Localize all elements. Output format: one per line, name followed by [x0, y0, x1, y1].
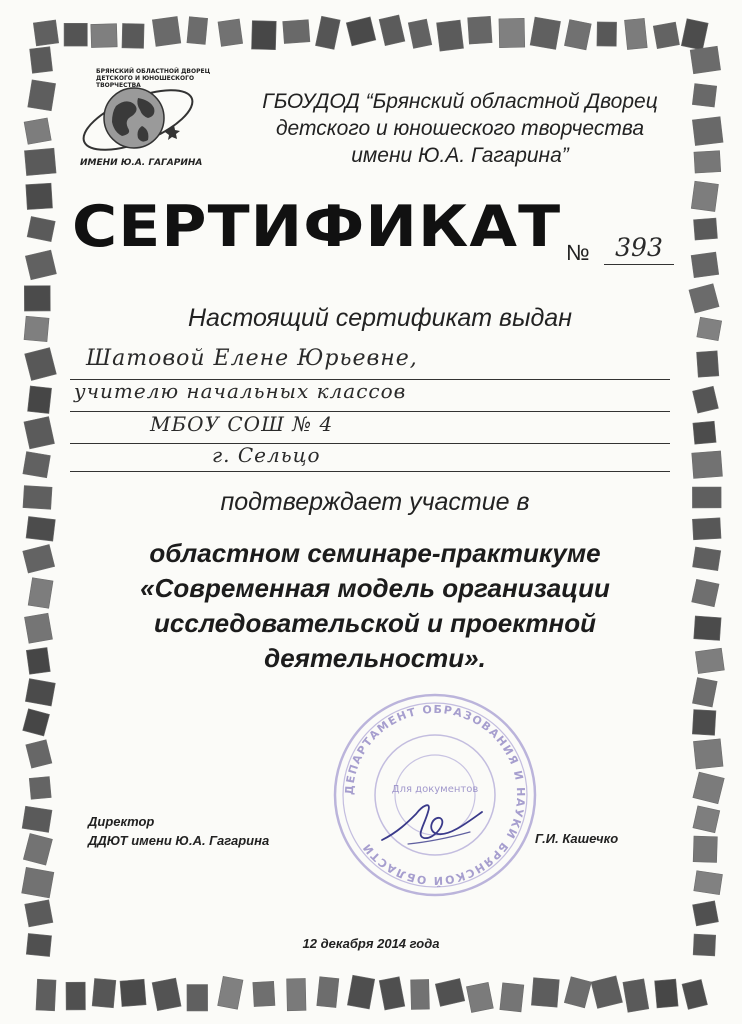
- issue-date: 12 декабря 2014 года: [302, 936, 440, 951]
- border-tile: [26, 740, 52, 768]
- border-tile: [28, 386, 52, 414]
- border-tile: [23, 834, 52, 866]
- border-tile: [28, 80, 56, 111]
- border-tile: [692, 710, 716, 736]
- border-tile: [379, 15, 405, 46]
- border-tile: [564, 20, 591, 50]
- border-tile: [693, 772, 724, 804]
- recipient-name: Шатовой Елене Юрьевне,: [86, 346, 418, 371]
- border-tile: [23, 452, 51, 478]
- border-tile: [408, 19, 432, 48]
- border-tile: [411, 979, 430, 1009]
- recipient-city: г. Сельцо: [212, 443, 321, 467]
- border-tile: [24, 286, 50, 311]
- border-tile: [66, 982, 85, 1010]
- border-tile: [25, 348, 57, 381]
- border-tile: [22, 867, 54, 898]
- confirmation-label: подтверждает участие в: [220, 488, 530, 516]
- border-tile: [564, 977, 591, 1008]
- border-tile: [692, 117, 723, 146]
- recipient-position: учителю начальных классов: [74, 379, 407, 403]
- border-tile: [466, 982, 493, 1012]
- border-tile: [29, 777, 51, 800]
- director-org: ДДЮТ имени Ю.А. Гагарина: [88, 833, 270, 848]
- border-tile: [692, 487, 721, 508]
- border-tile: [187, 985, 208, 1011]
- org-line-2: детского и юношеского творчества: [275, 117, 645, 140]
- border-tile: [24, 417, 55, 449]
- certificate-title: СЕРТИФИКАТ: [72, 194, 562, 260]
- border-tile: [694, 218, 718, 240]
- border-tile: [692, 678, 717, 707]
- border-tile: [346, 17, 376, 46]
- border-tile: [693, 421, 716, 444]
- border-tile: [33, 20, 58, 46]
- border-tile: [693, 739, 723, 769]
- border-tile: [317, 977, 339, 1008]
- border-tile: [530, 17, 560, 49]
- border-tile: [591, 976, 622, 1009]
- border-tile: [152, 16, 181, 46]
- border-tile: [693, 806, 720, 833]
- organization-name: [225, 88, 695, 169]
- border-tile: [24, 118, 51, 144]
- border-tile: [64, 23, 87, 46]
- border-tile: [27, 216, 55, 241]
- border-tile: [26, 183, 53, 209]
- border-tile: [694, 151, 721, 173]
- border-tile: [694, 871, 723, 895]
- org-line-3: имени Ю.А. Гагарина”: [351, 144, 569, 167]
- border-tile: [531, 978, 559, 1008]
- border-tile: [23, 486, 52, 510]
- event-line-3: исследовательской и проектной: [154, 608, 596, 638]
- border-tile: [25, 679, 55, 706]
- border-tile: [218, 976, 243, 1009]
- stamp-center-text: Для документов: [391, 784, 479, 795]
- org-line-1: ГБОУДОД “Брянский областной Дворец: [262, 90, 658, 113]
- stamp-ring-text: ДЕПАРТАМЕНТ ОБРАЗОВАНИЯ И НАУКИ БРЯНСКОЙ ОБЛАСТИ: [342, 702, 528, 888]
- border-tile: [253, 981, 275, 1006]
- border-tile: [437, 20, 464, 51]
- border-tile: [22, 806, 52, 832]
- issued-label: Настоящий сертификат выдан: [188, 304, 572, 332]
- border-tile: [468, 16, 492, 44]
- border-tile: [122, 23, 144, 48]
- border-tile: [120, 979, 146, 1006]
- certificate-number: 393: [604, 232, 674, 265]
- handwritten-signature: [378, 792, 488, 852]
- director-name: Г.И. Кашечко: [535, 831, 619, 846]
- border-tile: [30, 47, 53, 73]
- border-tile: [187, 17, 208, 45]
- border-tile: [697, 351, 719, 377]
- number-label: №: [566, 240, 590, 265]
- border-tile: [692, 84, 716, 108]
- border-tile: [681, 19, 708, 50]
- event-title: [40, 536, 710, 676]
- border-tile: [655, 979, 679, 1008]
- border-tile: [152, 978, 181, 1011]
- border-tile: [624, 18, 647, 49]
- border-tile: [690, 46, 720, 74]
- border-tile: [653, 22, 679, 48]
- border-tile: [315, 16, 340, 49]
- border-tile: [691, 181, 718, 211]
- border-tile: [693, 836, 717, 862]
- border-tile: [25, 900, 53, 927]
- event-line-4: деятельности».: [264, 643, 486, 673]
- recipient-line-4: [70, 441, 670, 472]
- border-tile: [697, 317, 722, 341]
- border-tile: [682, 979, 707, 1009]
- border-tile: [24, 148, 56, 175]
- border-tile: [24, 316, 49, 341]
- border-tile: [25, 250, 56, 280]
- border-tile: [347, 975, 374, 1009]
- recipient-school: МБОУ СОШ № 4: [150, 412, 334, 436]
- border-tile: [23, 709, 50, 736]
- border-tile: [91, 24, 117, 48]
- border-tile: [693, 901, 719, 926]
- border-tile: [691, 252, 719, 278]
- border-tile: [283, 20, 310, 44]
- border-tile: [379, 977, 405, 1010]
- director-title: Директор: [88, 814, 155, 829]
- border-tile: [251, 21, 276, 50]
- logo-top-text: БРЯНСКИЙ ОБЛАСТНОЙ ДВОРЕЦ ДЕТСКОГО И ЮНОШЕСКОГО ТВОРЧЕСТВА: [96, 68, 211, 89]
- border-tile: [597, 22, 617, 46]
- border-tile: [499, 18, 525, 47]
- border-tile: [218, 19, 243, 46]
- director-role: [88, 812, 269, 850]
- logo-name: ИМЕНИ Ю.А. ГАГАРИНА: [80, 158, 203, 168]
- border-tile: [287, 978, 306, 1010]
- border-tile: [435, 979, 465, 1007]
- border-tile: [623, 979, 649, 1012]
- border-tile: [692, 451, 723, 478]
- event-line-1: областном семинаре-практикуме: [149, 538, 601, 568]
- event-line-2: «Современная модель организации: [140, 573, 610, 603]
- border-tile: [500, 983, 524, 1012]
- border-tile: [36, 979, 56, 1011]
- border-tile: [693, 386, 719, 413]
- border-tile: [92, 978, 116, 1007]
